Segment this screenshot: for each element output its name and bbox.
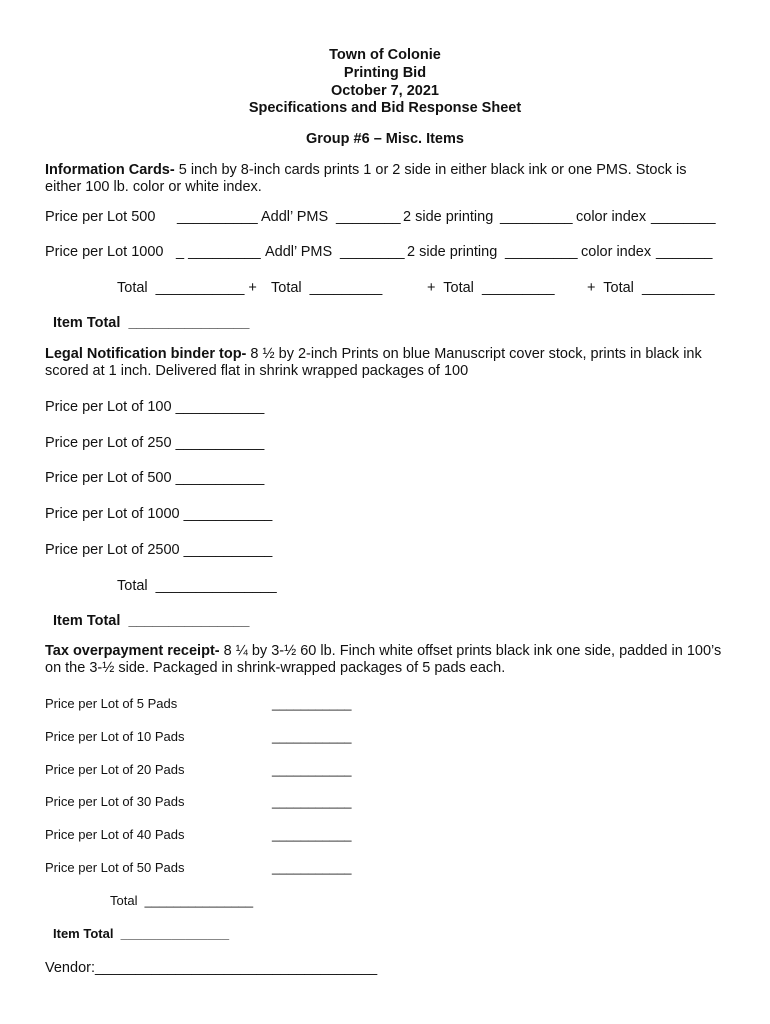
legal-desc: 8 ½ by 2-inch Prints on blue Manuscript cover stock, prints in black ink scored at 1 inch. Delivered flat in shrink wrapped packages of 100 <box>45 346 702 379</box>
total-field-3[interactable]: + Total _________ <box>427 280 555 296</box>
legal-price-row[interactable]: Price per Lot of 100 ___________ <box>45 399 265 415</box>
total-field-4[interactable]: + Total _________ <box>587 280 715 296</box>
tax-row-label: Price per Lot of 50 Pads <box>45 860 185 875</box>
group-heading: Group #6 – Misc. Items <box>306 131 464 147</box>
addl-pms-label-1000: Addl’ PMS <box>265 244 333 260</box>
legal-price-row[interactable]: Price per Lot of 500 ___________ <box>45 470 265 486</box>
addl-pms-blank-1000[interactable]: ________ <box>340 244 405 260</box>
total-field-1[interactable]: Total ___________ + <box>117 280 257 296</box>
tax-row-label: Price per Lot of 40 Pads <box>45 827 185 842</box>
legal-price-row[interactable]: Price per Lot of 2500 ___________ <box>45 542 273 558</box>
price-label-1000: Price per Lot 1000 <box>45 244 164 260</box>
addl-pms-label-500: Addl’ PMS <box>261 209 329 225</box>
tax-row-blank[interactable]: ___________ <box>272 860 352 875</box>
tax-total[interactable]: Total _______________ <box>110 893 254 908</box>
legal-description <box>45 346 725 380</box>
color-index-blank-1000[interactable]: _______ <box>656 244 713 260</box>
price-blank-500[interactable]: __________ <box>177 209 258 225</box>
vendor-field[interactable]: Vendor:___________________________________ <box>45 960 378 976</box>
two-side-blank-1000[interactable]: _________ <box>505 244 578 260</box>
info-cards-item-total[interactable]: Item Total _______________ <box>53 315 250 331</box>
tax-row-blank[interactable]: ___________ <box>272 729 352 744</box>
tax-row-label: Price per Lot of 5 Pads <box>45 696 178 711</box>
legal-price-row[interactable]: Price per Lot of 250 ___________ <box>45 435 265 451</box>
doc-title-date: October 7, 2021 <box>331 83 439 99</box>
tax-description <box>45 643 725 677</box>
tax-desc: 8 ¼ by 3-½ 60 lb. Finch white offset prints black ink one side, padded in 100’s on the 3-½ side. Packaged in shrink-wrapped packages of 5 pads each. <box>45 643 722 676</box>
info-cards-title: Information Cards- <box>45 162 175 178</box>
two-side-label-1000: 2 side printing <box>407 244 498 260</box>
doc-title-sheet: Specifications and Bid Response Sheet <box>248 100 522 116</box>
two-side-label-500: 2 side printing <box>403 209 494 225</box>
legal-title: Legal Notification binder top- <box>45 346 247 362</box>
info-cards-desc: 5 inch by 8-inch cards prints 1 or 2 side in either black ink or one PMS. Stock is either 100 lb. color or white index. <box>45 162 687 195</box>
info-cards-description <box>45 162 725 196</box>
tax-row-blank[interactable]: ___________ <box>272 827 352 842</box>
legal-total[interactable]: Total _______________ <box>117 578 277 594</box>
legal-price-row[interactable]: Price per Lot of 1000 ___________ <box>45 506 273 522</box>
price-label-500: Price per Lot 500 <box>45 209 156 225</box>
tax-row-blank[interactable]: ___________ <box>272 794 352 809</box>
color-index-blank-500[interactable]: ________ <box>651 209 716 225</box>
color-index-label-1000: color index <box>581 244 652 260</box>
legal-item-total[interactable]: Item Total _______________ <box>53 613 250 629</box>
color-index-label-500: color index <box>576 209 647 225</box>
tax-row-blank[interactable]: ___________ <box>272 762 352 777</box>
addl-pms-blank-500[interactable]: ________ <box>336 209 401 225</box>
two-side-blank-500[interactable]: _________ <box>500 209 573 225</box>
tax-row-label: Price per Lot of 20 Pads <box>45 762 185 777</box>
price-blank-1000[interactable]: _ _________ <box>176 244 261 260</box>
doc-title-bid: Printing Bid <box>343 65 427 81</box>
tax-row-blank[interactable]: ___________ <box>272 696 352 711</box>
tax-row-label: Price per Lot of 10 Pads <box>45 729 185 744</box>
total-field-2[interactable]: Total _________ <box>271 280 383 296</box>
doc-title-town: Town of Colonie <box>329 47 441 63</box>
tax-row-label: Price per Lot of 30 Pads <box>45 794 185 809</box>
tax-title: Tax overpayment receipt- <box>45 643 220 659</box>
tax-item-total[interactable]: Item Total _______________ <box>53 926 230 941</box>
